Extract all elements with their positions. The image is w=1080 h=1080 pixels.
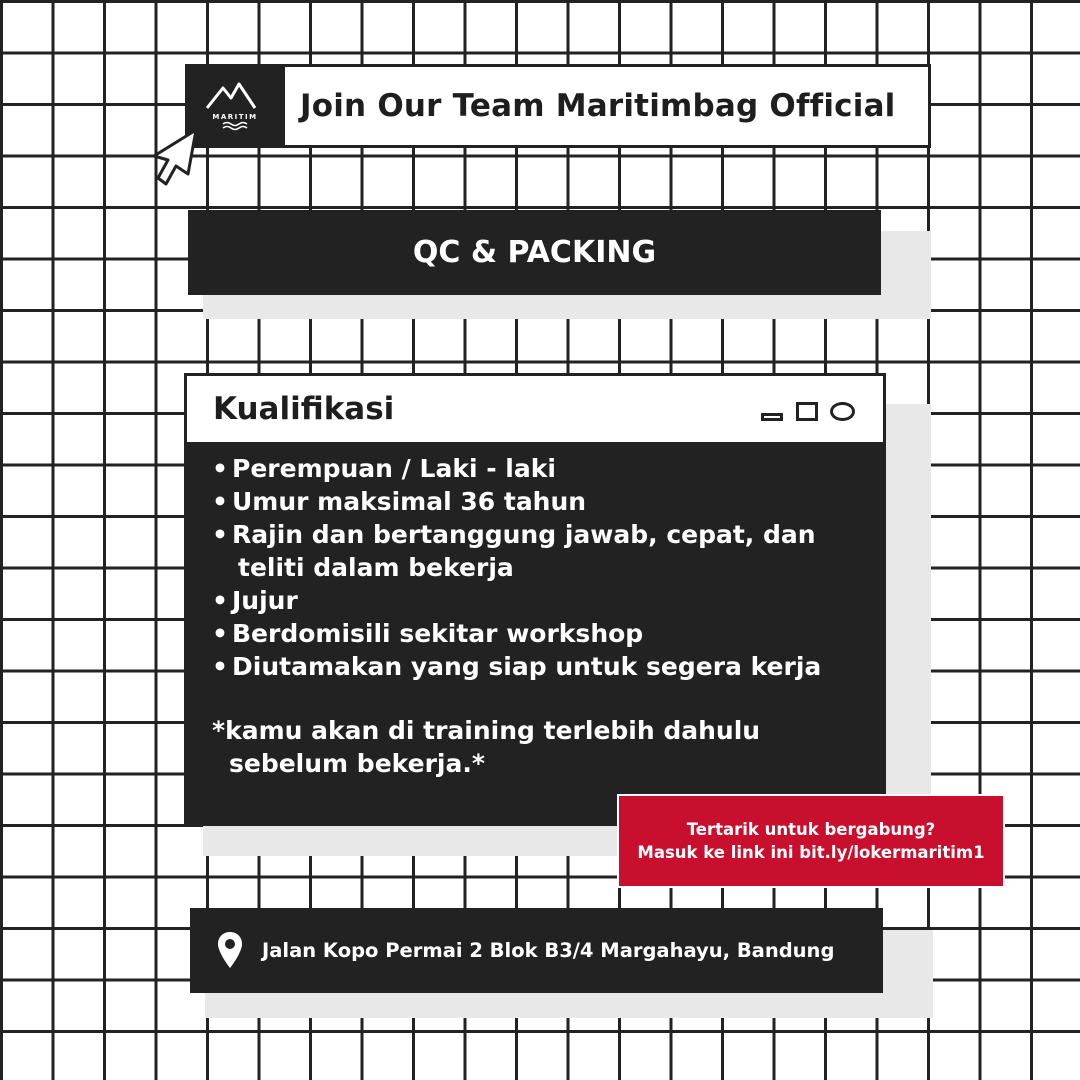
cta-banner[interactable] bbox=[617, 794, 1005, 888]
brand-logo bbox=[185, 64, 285, 148]
location-pin-icon bbox=[216, 930, 244, 970]
address-text: Jalan Kopo Permai 2 Blok B3/4 Margahayu, Bandung bbox=[262, 939, 835, 962]
close-icon bbox=[830, 402, 855, 421]
list-item: • Diutamakan yang siap untuk segera kerja bbox=[212, 650, 852, 683]
qualification-heading: Kualifikasi bbox=[213, 391, 395, 427]
minimize-icon bbox=[761, 413, 783, 421]
training-note: *kamu akan di training terlebih dahulu sebelum bekerja.* bbox=[212, 716, 761, 778]
page-title: Join Our Team Maritimbag Official bbox=[300, 88, 896, 124]
list-item: • Umur maksimal 36 tahun bbox=[212, 485, 852, 518]
cursor-arrow-icon bbox=[148, 126, 200, 188]
list-item: • Berdomisili sekitar workshop bbox=[212, 617, 852, 650]
logo-text: MARITIM bbox=[212, 113, 258, 121]
cta-shadow bbox=[203, 826, 623, 856]
position-title: QC & PACKING bbox=[188, 210, 881, 295]
list-item: • Perempuan / Laki - laki bbox=[212, 452, 852, 485]
list-item: • Jujur bbox=[212, 584, 852, 617]
maximize-icon bbox=[796, 402, 818, 421]
list-item: • Rajin dan bertanggung jawab, cepat, dan teliti dalam bekerja bbox=[212, 518, 852, 584]
qualification-list bbox=[212, 452, 852, 683]
cta-link-text[interactable]: Masuk ke link ini bit.ly/lokermaritim1 bbox=[637, 843, 985, 862]
cta-question: Tertarik untuk bergabung? bbox=[686, 820, 936, 839]
